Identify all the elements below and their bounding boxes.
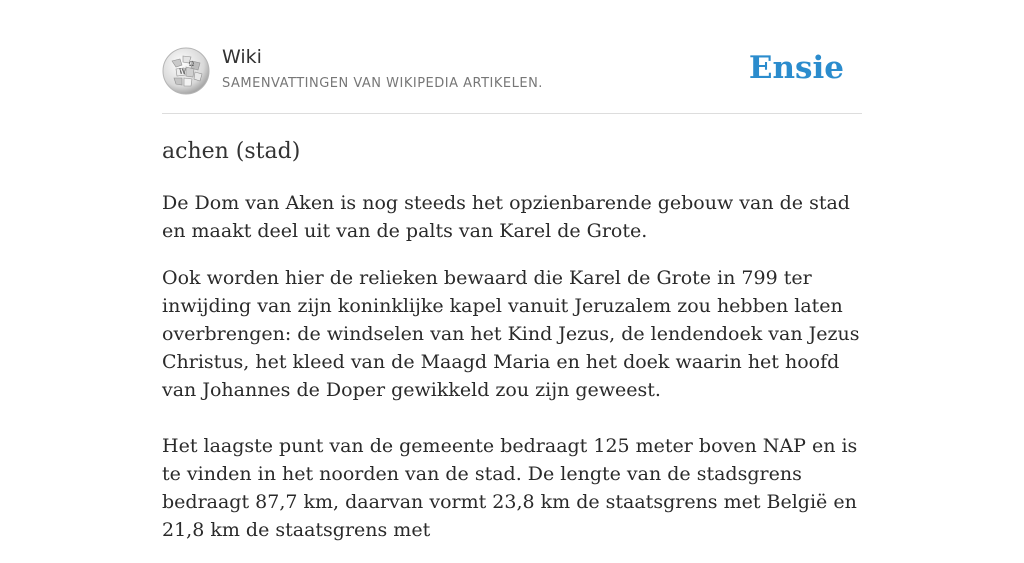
article-paragraph-2: Ook worden hier de relieken bewaard die Karel de Grote in 799 ter inwijding van zijn koninklijke kapel vanuit Jeruzalem zou hebben laten overbrengen: de windselen van het Kind Jezus, de lendendoek van Jezus Christus, het kleed van de Maagd Maria en het doek waarin het hoofd van Johannes de Doper gewikkeld zou zijn geweest. [162,267,860,401]
site-title[interactable]: Wiki [222,46,262,68]
ensie-logo-link[interactable]: Ensie [748,50,844,86]
wikipedia-globe-icon[interactable] [162,47,210,95]
page-title: achen (stad) [162,139,301,164]
site-subtitle: SAMENVATTINGEN VAN WIKIPEDIA ARTIKELEN. [222,76,543,91]
svg-text:W: W [179,68,187,76]
article-paragraph-1: De Dom van Aken is nog steeds het opzienbarende gebouw van de stad en maakt deel uit van de palts van Karel de Grote. [162,192,850,242]
site-header [162,44,862,114]
svg-text:Ω: Ω [189,61,194,68]
article-content [162,135,867,563]
article-paragraph-3: Het laagste punt van de gemeente bedraagt 125 meter boven NAP en is te vinden in het noorden van de stad. De lengte van de stadsgrens bedraagt 87,7 km, daarvan vormt 23,8 km de staatsgrens met België en 21,8 km de staatsgrens met [162,435,858,541]
